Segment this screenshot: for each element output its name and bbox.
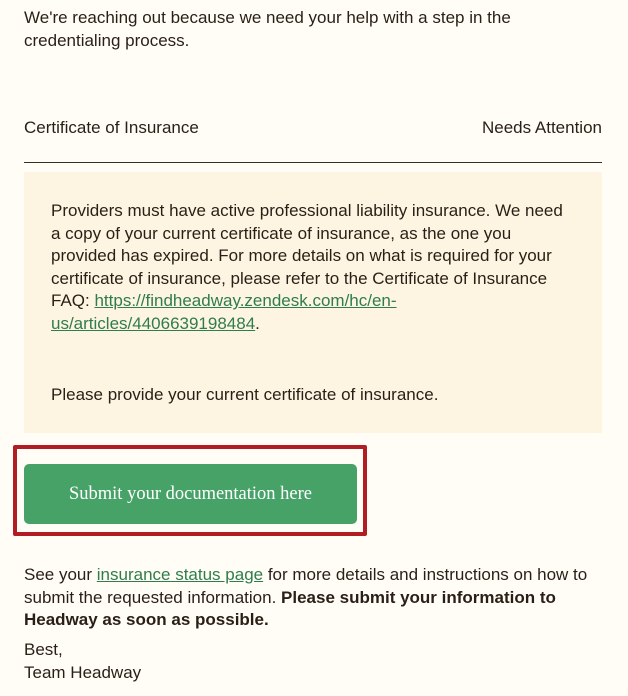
requirement-status: Needs Attention <box>481 118 602 137</box>
faq-link[interactable]: https://findheadway.zendesk.com/hc/en-us/articles/4406639198484 <box>51 291 397 333</box>
intro-text: We're reaching out because we need your help with a step in the credentialing process. <box>24 8 511 50</box>
footer-emphasis: Please submit your information to Headway as soon as possible. <box>24 587 556 629</box>
signoff-closing: Best, <box>24 640 63 659</box>
note-body <box>51 200 576 336</box>
requirement-note <box>24 172 602 433</box>
footer-text <box>24 564 609 632</box>
submit-documentation-button[interactable]: Submit your documentation here <box>24 464 357 524</box>
note-request: Please provide your current certificate of insurance. <box>51 385 439 404</box>
requirement-name: Certificate of Insurance <box>24 118 199 137</box>
signoff-signature: Team Headway <box>24 663 142 682</box>
footer-rest: for more details and instructions on how to submit the requested information. <box>24 565 588 607</box>
footer-lead: See your <box>24 565 97 584</box>
note-body-text: Providers must have active professional liability insurance. We need a copy of your current certificate of insurance, as the one you provided has expired. For more details on what is required for your certificate of insurance, please refer to the Certificate of Insurance FAQ: <box>51 201 563 311</box>
signoff <box>24 638 141 684</box>
note-body-end: . <box>255 313 260 333</box>
insurance-status-link[interactable]: insurance status page <box>96 565 264 584</box>
status-row <box>24 116 602 140</box>
divider <box>24 162 602 163</box>
